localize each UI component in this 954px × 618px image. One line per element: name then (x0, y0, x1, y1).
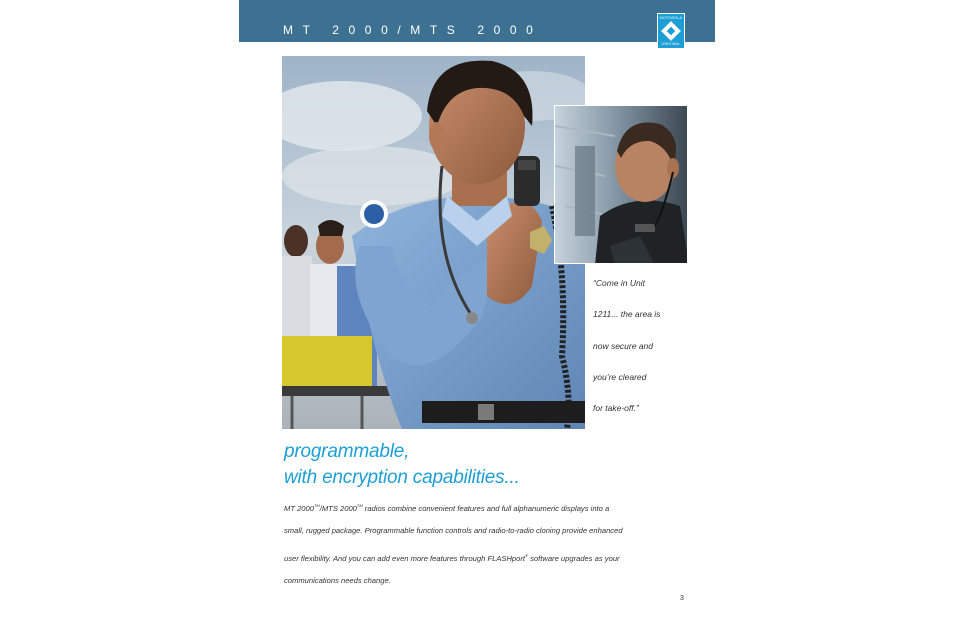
motorola-logo (657, 13, 685, 49)
body-line-1 (284, 499, 644, 524)
product-name-mts: /MTS 2000 (319, 504, 357, 513)
logo-diamond-icon (661, 21, 681, 41)
logo-text-bottom: ORIGINAL (661, 42, 681, 46)
page-number: 3 (680, 595, 684, 602)
quote-line-2: 1211... the area is (593, 309, 661, 320)
quote-line-1: “Come in Unit (593, 278, 645, 288)
body-line-2: small, rugged package. Programmable function controls and radio-to-radio cloning provide enhanced (284, 526, 623, 535)
header-bar (239, 0, 715, 46)
officer-inset-photo (554, 105, 688, 264)
trademark-mark: TM (313, 503, 320, 508)
registered-mark: ® (525, 553, 528, 558)
logo-text-top: MOTOROLA (659, 16, 683, 20)
body-line-3 (284, 549, 644, 574)
body-line-1-rest: radios combine convenient features and full alphanumeric displays into a (362, 504, 610, 513)
headline (284, 439, 520, 491)
body-line-3-end: software upgrades as your (527, 554, 620, 563)
paramedic-photo (282, 56, 585, 429)
product-name-mt: MT 2000 (284, 504, 314, 513)
header-title: MT 2000/MTS 2000 (283, 23, 543, 37)
quote-line-5: for take-off.” (593, 403, 639, 414)
quote-line-3: now secure and (593, 340, 654, 351)
headline-line-2: with encryption capabilities... (284, 467, 520, 488)
logo-diamond-inner (667, 27, 675, 35)
quote-line-4: you’re cleared (593, 371, 647, 382)
headline-line-1: programmable, (284, 441, 410, 462)
body-paragraph (284, 499, 644, 599)
body-line-4: communications needs change. (284, 576, 391, 585)
body-line-3-start: user flexibility. And you can add even more features through FLASHport (284, 554, 526, 563)
trademark-mark: TM (356, 503, 363, 508)
quote (593, 276, 703, 432)
